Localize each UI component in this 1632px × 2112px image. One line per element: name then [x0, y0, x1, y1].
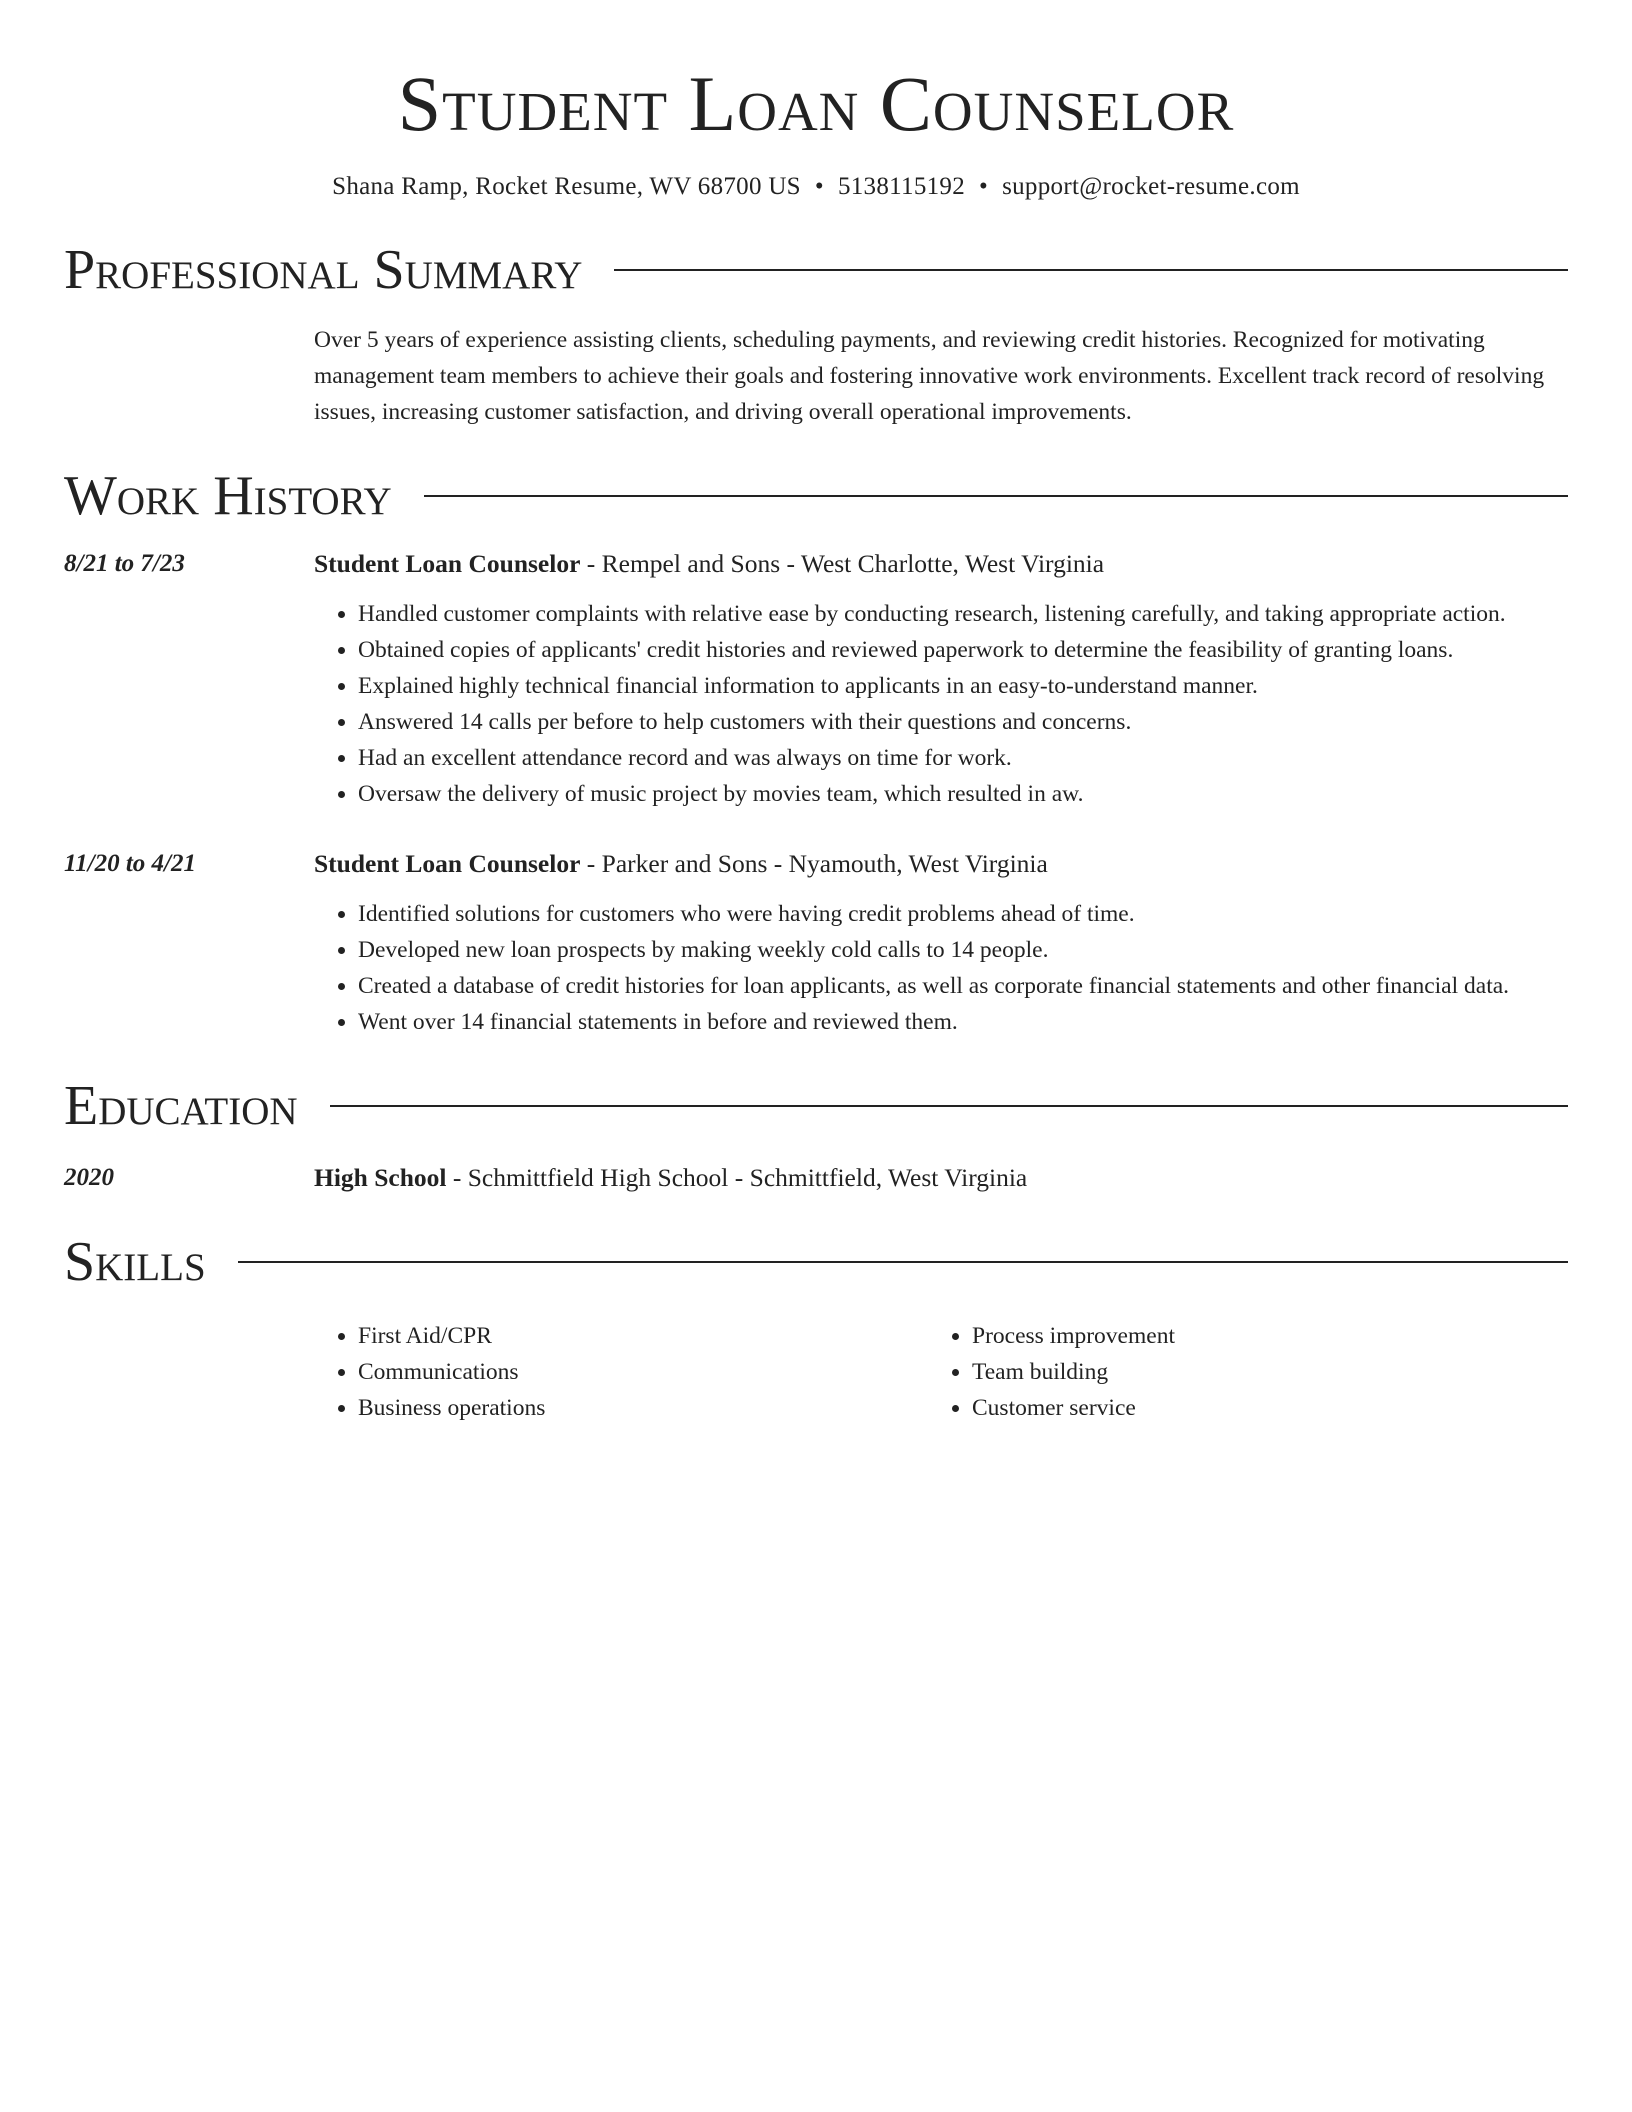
skill-item: • Business operations: [358, 1390, 928, 1426]
education-heading-line: [314, 1160, 1027, 1196]
resume-title: Student Loan Counselor: [397, 60, 1235, 147]
contact-line: [64, 170, 1568, 204]
job-bullet: • Answered 14 calls per before to help customers with their questions and concerns.: [358, 704, 1568, 740]
job-body: [314, 546, 1568, 812]
job-bullet: • Oversaw the delivery of music project by movies team, which resulted in aw.: [358, 776, 1568, 812]
job-title: Student Loan Counselor: [314, 549, 581, 578]
education-degree: High School: [314, 1163, 447, 1192]
job-heading: [314, 846, 1568, 882]
job-heading: [314, 546, 1568, 582]
contact-phone: 5138115192: [837, 173, 966, 200]
job-bullet: • Handled customer complaints with relative ease by conducting research, listening carefully, and taking appropriate action.: [358, 596, 1568, 632]
skill-item: • Customer service: [972, 1390, 1542, 1426]
job-details: - Rempel and Sons - West Charlotte, West Virginia: [580, 549, 1105, 578]
job-bullet: • Went over 14 financial statements in before and reviewed them.: [358, 1004, 1568, 1040]
contact-separator: •: [814, 173, 824, 200]
skill-item: • Communications: [358, 1354, 928, 1390]
job-bullet: • Created a database of credit histories for loan applicants, as well as corporate financial statements and other financial data.: [358, 968, 1568, 1004]
job-dates: 8/21 to 7/23: [64, 550, 185, 577]
skills-column-left: [314, 1318, 928, 1426]
skills-section-header: [64, 1230, 1568, 1294]
education-entry: [64, 1160, 1568, 1196]
contact-email: support@rocket-resume.com: [1002, 173, 1300, 200]
job-title: Student Loan Counselor: [314, 849, 581, 878]
skill-item: • Process improvement: [972, 1318, 1542, 1354]
education-year: 2020: [64, 1164, 114, 1191]
skills-list: [314, 1318, 1568, 1426]
job-bullet: • Developed new loan prospects by making weekly cold calls to 14 people.: [358, 932, 1568, 968]
contact-separator: •: [979, 173, 989, 200]
skills-column-right: [928, 1318, 1542, 1426]
job-dates: 11/20 to 4/21: [64, 850, 196, 877]
section-divider: [614, 269, 1568, 271]
job-bullet: • Identified solutions for customers who were having credit problems ahead of time.: [358, 896, 1568, 932]
summary-text: Over 5 years of experience assisting clients, scheduling payments, and reviewing credit histories. Recognized for motivating management team members to achieve their goals and fostering innovative work environments. Excellent track record of resolving issues, increasing customer satisfaction, and driving overall operational improvements.: [314, 327, 1545, 425]
education-details: - Schmittfield High School - Schmittfield, West Virginia: [446, 1163, 1028, 1192]
job-bullets: [314, 596, 1568, 812]
work-section-header: [64, 464, 1568, 528]
job-bullets: [314, 896, 1568, 1040]
skill-item: • Team building: [972, 1354, 1542, 1390]
section-divider: [424, 495, 1568, 497]
summary-heading: Professional Summary: [64, 239, 583, 301]
job-details: - Parker and Sons - Nyamouth, West Virginia: [580, 849, 1048, 878]
job-bullet: • Obtained copies of applicants' credit histories and reviewed paperwork to determine the feasibility of granting loans.: [358, 632, 1568, 668]
job-bullet: • Had an excellent attendance record and was always on time for work.: [358, 740, 1568, 776]
job-body: [314, 846, 1568, 1040]
contact-address: Shana Ramp, Rocket Resume, WV 68700 US: [332, 173, 801, 200]
job-entry: [64, 846, 1568, 1040]
skill-item: • First Aid/CPR: [358, 1318, 928, 1354]
education-section-header: [64, 1074, 1568, 1138]
job-entry: [64, 546, 1568, 812]
work-heading: Work History: [64, 465, 392, 527]
section-divider: [238, 1261, 1568, 1263]
education-heading: Education: [64, 1075, 298, 1137]
job-bullet: • Explained highly technical financial information to applicants in an easy-to-understand manner.: [358, 668, 1568, 704]
section-divider: [330, 1105, 1568, 1107]
summary-section-header: [64, 238, 1568, 302]
skills-heading: Skills: [64, 1231, 206, 1293]
